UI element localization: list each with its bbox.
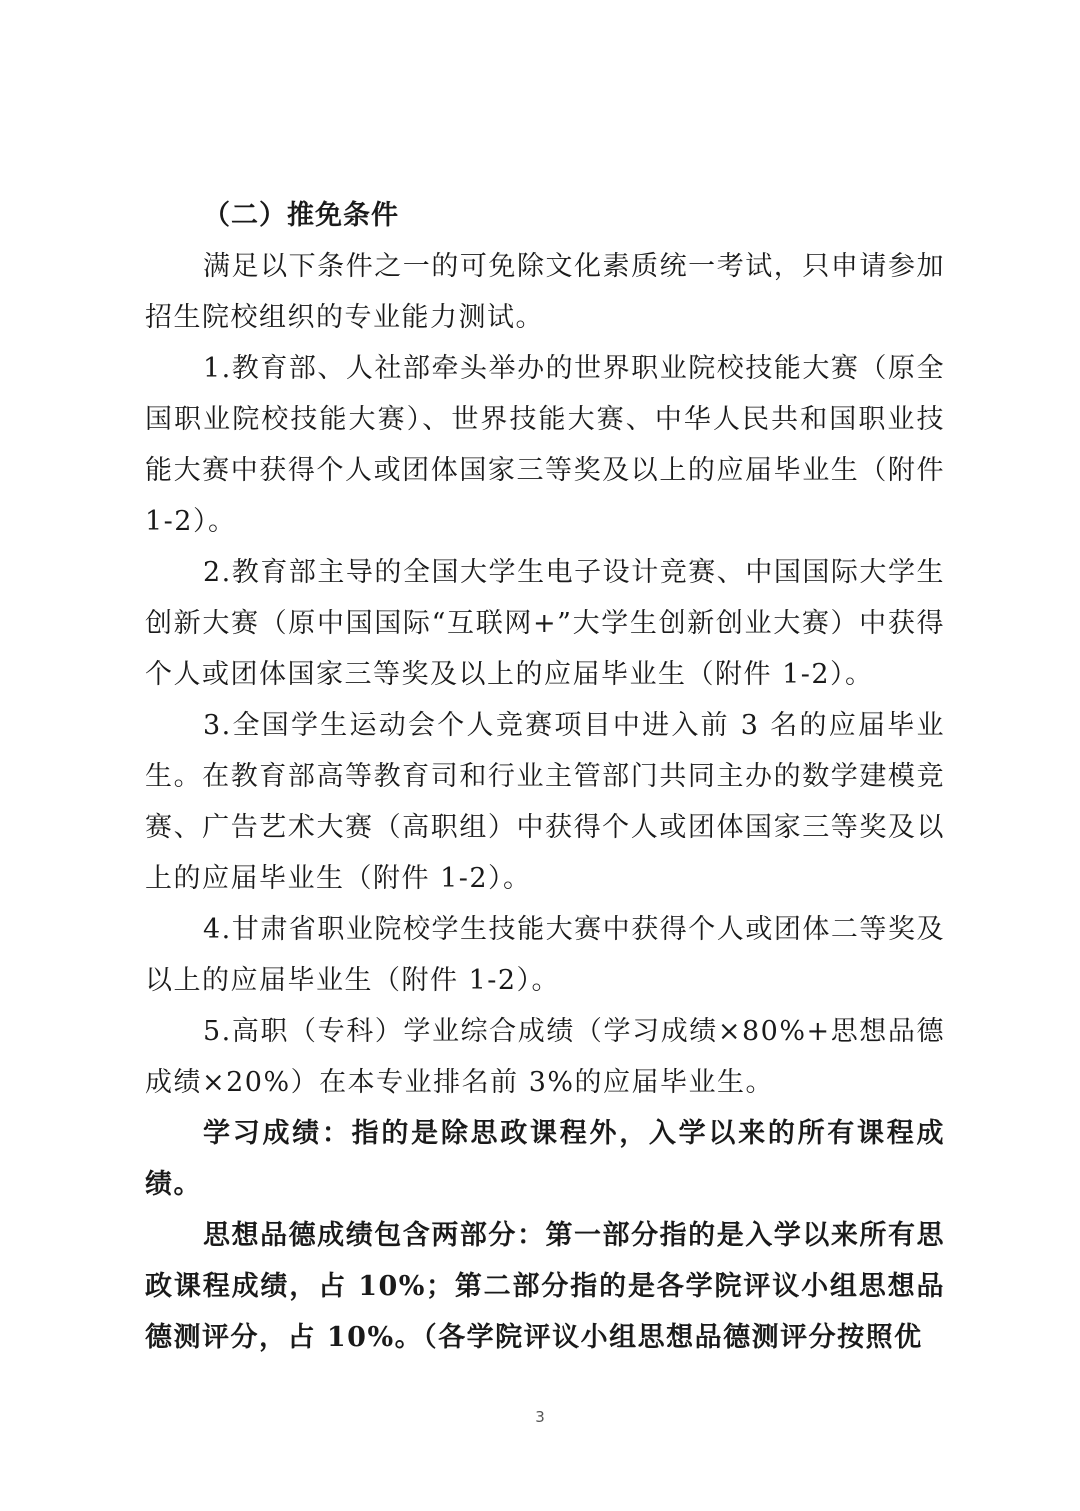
moral-score-note: 思想品德成绩包含两部分：第一部分指的是入学以来所有思政课程成绩，占 10%；第二部分指的是各学院评议小组思想品德测评分，占 10%。（各学院评议小组思想品德测评分按照优 — [145, 1220, 945, 1353]
condition-item-2: 2.教育部主导的全国大学生电子设计竞赛、中国国际大学生创新大赛（原中国国际“互联网+”大学生创新创业大赛）中获得个人或团体国家三等奖及以上的应届毕业生（附件 1-2）。 — [145, 557, 945, 690]
document-body — [145, 190, 945, 1363]
condition-item-4: 4.甘肃省职业院校学生技能大赛中获得个人或团体二等奖及以上的应届毕业生（附件 1-2）。 — [145, 914, 945, 996]
condition-item-3: 3.全国学生运动会个人竞赛项目中进入前 3 名的应届毕业生。在教育部高等教育司和行业主管部门共同主办的数学建模竞赛、广告艺术大赛（高职组）中获得个人或团体国家三等奖及以上的应届毕业生（附件 1-2）。 — [145, 710, 945, 894]
condition-item-5: 5.高职（专科）学业综合成绩（学习成绩×80%+思想品德成绩×20%）在本专业排名前 3%的应届毕业生。 — [145, 1016, 945, 1098]
study-score-note: 学习成绩：指的是除思政课程外，入学以来的所有课程成绩。 — [145, 1118, 945, 1200]
page-number: 3 — [535, 1408, 545, 1426]
intro-paragraph: 满足以下条件之一的可免除文化素质统一考试，只申请参加招生院校组织的专业能力测试。 — [145, 251, 945, 333]
condition-item-1: 1.教育部、人社部牵头举办的世界职业院校技能大赛（原全国职业院校技能大赛）、世界技能大赛、中华人民共和国职业技能大赛中获得个人或团体国家三等奖及以上的应届毕业生（附件1-2）。 — [145, 353, 945, 537]
section-heading: （二）推免条件 — [203, 200, 399, 231]
